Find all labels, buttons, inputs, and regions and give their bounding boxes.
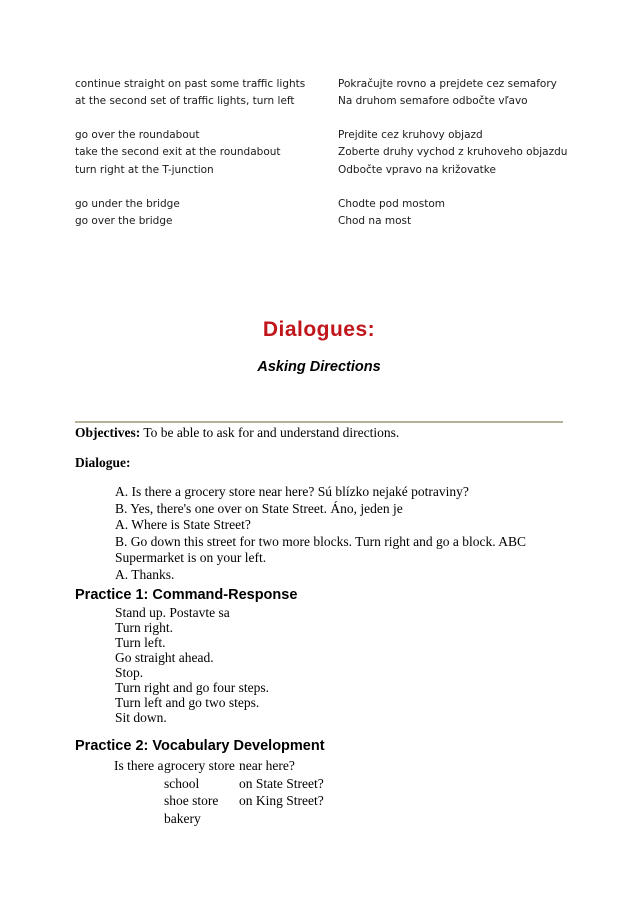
direction-row [75,164,575,180]
divider [75,421,563,423]
practice1-list [115,605,269,725]
direction-row [75,78,575,94]
dialogue-label: Dialogue: [75,455,131,470]
dialogue-line: B. Yes, there's one over on State Street. Áno, jeden je [115,500,403,516]
direction-english: go under the bridge [75,198,180,210]
vocab-prefix-column [114,757,163,775]
dialogue [115,484,526,583]
page-subtitle: Asking Directions [257,359,381,375]
practice1-item: Turn right. [115,620,174,635]
direction-english: turn right at the T-junction [75,164,214,176]
dialogue-line: A. Where is State Street? [115,517,251,532]
vocab-place: shoe store [164,793,219,808]
objectives-text: To be able to ask for and understand directions. [140,425,400,440]
direction-slovak: Chodte pod mostom [338,198,445,210]
direction-row [75,146,575,162]
dialogue-line: B. Go down this street for two more blocks. Turn right and go a block. ABC [115,533,526,549]
direction-english: go over the roundabout [75,129,200,141]
direction-row [75,95,575,111]
practice1-item: Turn left and go two steps. [115,695,260,710]
page-title: Dialogues: [262,318,376,341]
vocab-location: on King Street? [239,793,324,808]
vocab-place: grocery store [164,758,235,773]
direction-slovak: Zoberte druhy vychod z kruhoveho objazdu [338,146,568,158]
practice1-item: Stand up. Postavte sa [115,605,230,620]
practice1-item: Turn left. [115,635,166,650]
direction-row [75,129,575,145]
vocab-places-column [164,757,235,827]
direction-english: go over the bridge [75,215,173,227]
practice1-heading: Practice 1: Command-Response [75,587,298,603]
direction-slovak: Na druhom semafore odbočte vľavo [338,95,528,107]
practice1-item: Sit down. [115,710,167,725]
practice2-heading: Practice 2: Vocabulary Development [75,738,325,754]
dialogue-line: Supermarket is on your left. [115,550,267,565]
dialogue-line: A. Is there a grocery store near here? Sú blízko nejaké potraviny? [115,484,469,499]
direction-english: take the second exit at the roundabout [75,146,281,158]
practice1-item: Turn right and go four steps. [115,680,269,695]
objectives [75,425,399,441]
dialogue-line: A. Thanks. [115,566,175,582]
vocab-location: near here? [239,758,295,773]
practice1-item: Go straight ahead. [115,650,214,665]
vocab-place: bakery [164,810,201,826]
direction-english: at the second set of traffic lights, turn left [75,95,295,107]
vocab-prefix: Is there a [114,758,164,773]
direction-slovak: Odbočte vpravo na križovatke [338,164,496,176]
direction-slovak: Pokračujte rovno a prejdete cez semafory [338,78,557,90]
practice1-item: Stop. [115,665,144,680]
vocab-place: school [164,775,200,791]
direction-row [75,198,575,214]
direction-row [75,215,575,231]
vocab-locations-column [239,757,324,810]
direction-slovak: Prejdite cez kruhovy objazd [338,129,483,141]
direction-english: continue straight on past some traffic lights [75,78,306,90]
objectives-label: Objectives: [75,425,141,440]
direction-slovak: Chod na most [338,215,412,227]
vocab-location: on State Street? [239,775,324,791]
